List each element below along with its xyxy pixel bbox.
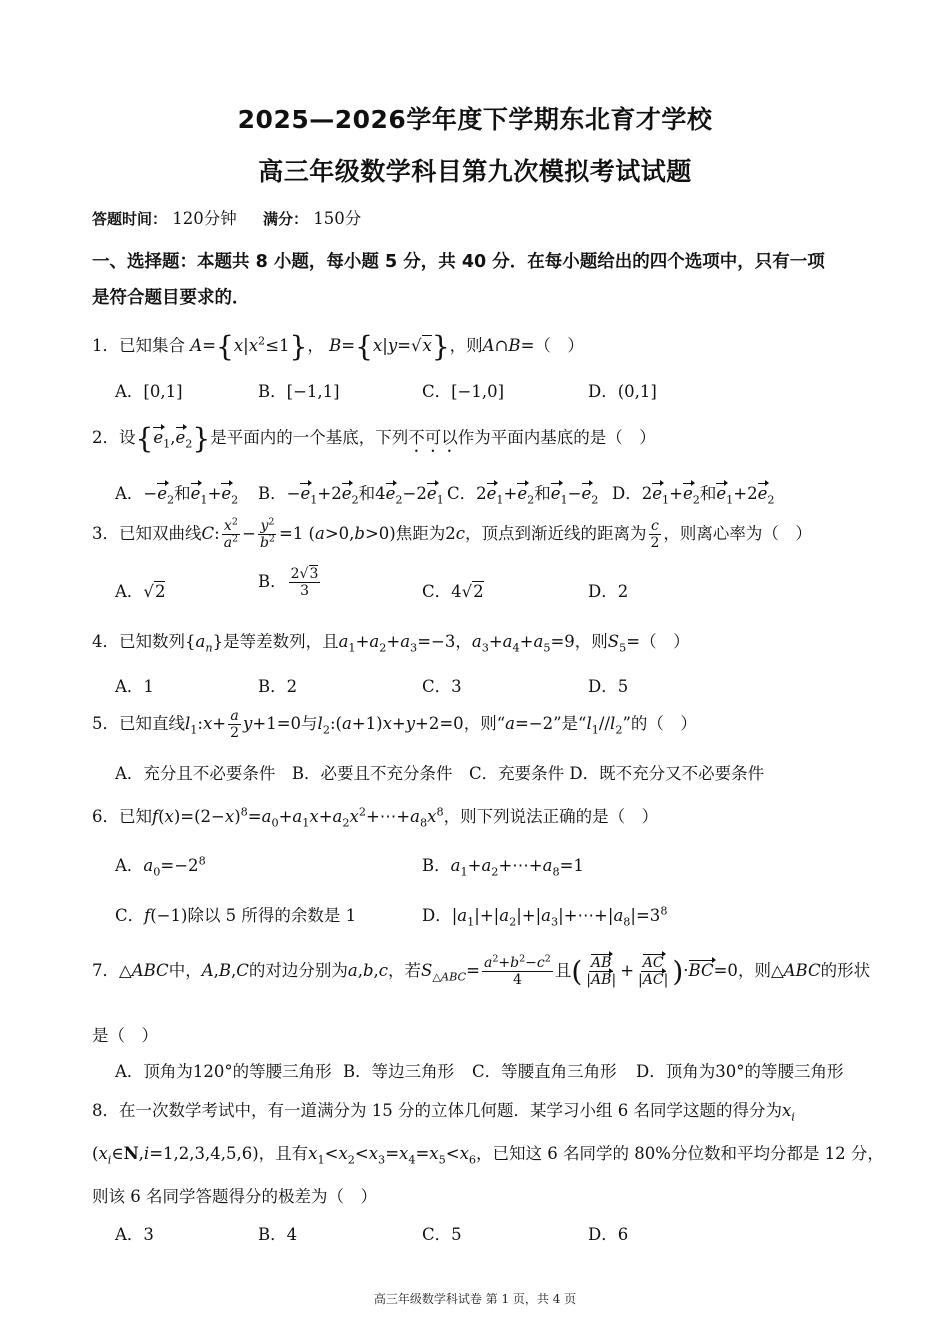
q1-option-d: D．(0,1] bbox=[588, 382, 657, 401]
q6-option-c: C．f(−1)除以 5 所得的余数是 1 bbox=[115, 906, 357, 925]
question-text: 作为平面内基底的是（ ） bbox=[457, 428, 656, 447]
option-text: 和 bbox=[699, 484, 717, 503]
exam-meta bbox=[92, 205, 361, 229]
question-number: 3． bbox=[92, 524, 119, 544]
q6-option-b: B．$a_1+a_2+\cdots+a_8=1$ bbox=[422, 856, 584, 879]
section-instruction-line1: 一、选择题：本题共 8 小题，每小题 5 分，共 40 分．在每小题给出的四个选项中，只有一项 bbox=[92, 252, 825, 272]
page-footer: 高三年级数学科试卷 第 1 页，共 4 页 bbox=[373, 1292, 577, 1306]
question-text: ，且有 bbox=[258, 1144, 309, 1163]
question-text: ，则 bbox=[574, 632, 608, 651]
q8-option-a: A．3 bbox=[115, 1225, 154, 1244]
question-text: ，则下列说法正确的是（ ） bbox=[443, 807, 659, 826]
question-1: 1．已知集合 $A=\{x|x^2\le 1\}$， B={x|y=√x}，则A∩B=（ ） bbox=[92, 330, 584, 363]
question-2: 2．设$\{e_1,e_2\}$是平面内的一个基底，下列不可以作为平面内基底的是（ ） bbox=[92, 422, 656, 455]
time-value: 120分钟 bbox=[172, 209, 237, 228]
q6-option-d: D．$|a_1|+|a_2|+|a_3|+\cdots+|a_8|=3^8$ bbox=[422, 904, 668, 929]
q1-option-b: B．[−1,1] bbox=[258, 382, 340, 401]
q8-option-c: C．5 bbox=[422, 1225, 462, 1244]
question-6: 6．已知$f(x)=(2-x)^8=a_0+a_1x+a_2x^2+\cdots+a_8x^8$，则下列说法正确的是（ ） bbox=[92, 805, 659, 830]
section-instruction-line2: 是符合题目要求的． bbox=[92, 288, 250, 308]
question-text: ，则 bbox=[737, 961, 771, 981]
question-text: ，已知这 6 名同学的 80%分位数和平均分都是 12 分， bbox=[476, 1144, 884, 1163]
exam-title-line1: 2025—2026学年度下学期东北育才学校 bbox=[237, 105, 713, 134]
question-number: 8． bbox=[92, 1101, 119, 1120]
q2-option-d: D．$2e_1+e_2$和$e_1+2e_2$ bbox=[612, 484, 775, 507]
option-label: C． bbox=[447, 484, 477, 503]
question-text: ”是“ bbox=[553, 714, 587, 734]
q7-option-d: D．顶角为30°的等腰三角形 bbox=[636, 1062, 844, 1081]
question-text: ，则离心率为（ ） bbox=[663, 524, 812, 544]
question-5: 5．已知直线$l_1:x+$ $\frac{a}{2}$ y+1=0与$l_2:(a+1)x+y+2=0$，则“a=−2”是“$l_1//l_2$”的（ ） bbox=[92, 708, 697, 742]
q7-option-a: A．顶角为120°的等腰三角形 bbox=[115, 1062, 332, 1081]
q3-option-d: D．2 bbox=[588, 582, 629, 601]
question-text: ， bbox=[307, 336, 324, 355]
option-label: D． bbox=[422, 906, 452, 925]
question-text: ，若 bbox=[388, 961, 422, 981]
question-4: 4．已知数列$\{a_n\}$是等差数列，且$a_1+a_2+a_3=-3$，$a_3+a_4+a_5=9$，则$S_5=$（ ） bbox=[92, 632, 690, 655]
option-text: A．顶角为 bbox=[115, 1062, 193, 1081]
question-text: ，顶点到渐近线的距离为 bbox=[465, 524, 647, 544]
option-label: A． bbox=[115, 856, 144, 875]
question-text: ，则“ bbox=[463, 714, 506, 734]
q1-option-c: C．[−1,0] bbox=[422, 382, 505, 401]
option-text: 的等腰三角形 bbox=[744, 1062, 844, 1081]
option-label: D． bbox=[612, 484, 642, 503]
score-value: 150分 bbox=[313, 209, 362, 228]
question-number: 5． bbox=[92, 714, 119, 734]
question-text: （ ） bbox=[640, 632, 690, 651]
question-number: 6． bbox=[92, 807, 119, 826]
q4-option-d: D．5 bbox=[588, 677, 629, 696]
question-text: 在一次数学考试中，有一道满分为 15 分的立体几何题．某学习小组 6 名同学这题的得分为 bbox=[119, 1101, 782, 1120]
q3-option-a: A．√2 bbox=[115, 582, 166, 601]
score-label: 满分： bbox=[263, 210, 309, 228]
option-text: 和 bbox=[174, 484, 191, 503]
question-text: 已知双曲线 bbox=[119, 524, 202, 544]
time-label: 答题时间： bbox=[92, 210, 168, 228]
option-text: 除以 5 所得的余数是 1 bbox=[187, 906, 357, 925]
q6-option-a: A．$a_0=-2^8$ bbox=[115, 854, 206, 879]
question-text: 中， bbox=[168, 961, 202, 981]
q8-option-b: B．4 bbox=[258, 1225, 298, 1244]
q3-option-c: C．4√2 bbox=[422, 582, 484, 601]
question-text: （ ） bbox=[534, 336, 584, 355]
q1-option-a: A．[0,1] bbox=[115, 382, 183, 401]
question-number: 1． bbox=[92, 336, 119, 355]
q5-options: A．充分且不必要条件 B．必要且不充分条件 C．充要条件 D．既不充分又不必要条件 bbox=[115, 764, 765, 783]
exam-title-line2: 高三年级数学科目第九次模拟考试试题 bbox=[258, 157, 692, 186]
option-text: D．顶角为 bbox=[636, 1062, 716, 1081]
option-label: A． bbox=[115, 484, 144, 503]
q8-option-d: D．6 bbox=[588, 1225, 629, 1244]
option-text: 和 bbox=[534, 484, 551, 503]
question-7: 7．△ABC中，A,B,C的对边分别为a,b,c，若$S_{\triangle ABC}=$ $\frac{a^2+b^2-c^2}{4}$ 且( $\frac{AB}{|AB|}$ + $\frac{AC}{|AC|}$ )·BC=0，则△ABC的形状 bbox=[92, 953, 871, 989]
q7-option-b: B．等边三角形 bbox=[343, 1062, 455, 1081]
option-label: B． bbox=[258, 484, 287, 503]
option-text: 的等腰三角形 bbox=[232, 1062, 332, 1081]
emphasized-text: 不可以 bbox=[408, 428, 458, 447]
option-text: 和 bbox=[358, 484, 376, 503]
question-text: 是等差数列，且 bbox=[223, 632, 339, 651]
question-text: ， bbox=[455, 632, 472, 651]
q4-option-a: A．1 bbox=[115, 677, 154, 696]
option-label: B． bbox=[258, 572, 287, 592]
question-text: 已知数列 bbox=[119, 632, 185, 651]
question-text: 与 bbox=[301, 714, 318, 734]
question-text: 且 bbox=[554, 961, 572, 981]
q7-option-c: C．等腰直角三角形 bbox=[472, 1062, 617, 1081]
question-8-line3: 则该 6 名同学答题得分的极差为（ ） bbox=[92, 1187, 377, 1206]
question-number: 2． bbox=[92, 428, 119, 447]
option-label: B． bbox=[422, 856, 451, 875]
q2-option-b: B．$-e_1+2e_2$和$4e_2-2e_1$ bbox=[258, 484, 444, 507]
question-text: 已知集合 bbox=[119, 336, 185, 355]
option-label: A． bbox=[115, 582, 144, 601]
q2-option-c: C．$2e_1+e_2$和$e_1-e_2$ bbox=[447, 484, 599, 507]
option-label: C． bbox=[422, 582, 452, 601]
question-7-line2: 是（ ） bbox=[92, 1026, 158, 1045]
option-label: C． bbox=[115, 906, 145, 925]
question-text: ，则 bbox=[449, 336, 483, 355]
q4-option-b: B．2 bbox=[258, 677, 298, 696]
question-8-line2: $(x_i\in N,i=1,2,3,4,5,6)$，且有$x_1<x_2<x_3=x_4=x_5<x_6$，已知这 6 名同学的 80%分位数和平均分都是 12 分， bbox=[92, 1144, 884, 1167]
q4-option-c: C．3 bbox=[422, 677, 462, 696]
question-number: 4． bbox=[92, 632, 119, 651]
question-text: 已知 bbox=[119, 807, 152, 826]
question-text: 的对边分别为 bbox=[248, 961, 348, 981]
q2-option-a: A．$-e_2$和$e_1+e_2$ bbox=[115, 484, 239, 507]
question-text: 设 bbox=[119, 428, 136, 447]
question-number: 7． bbox=[92, 961, 119, 981]
q3-option-b: B． $\frac{2√3}{3}$ bbox=[258, 566, 319, 600]
question-text: 焦距为 bbox=[395, 524, 446, 544]
question-text: ”的（ ） bbox=[622, 714, 697, 734]
question-text: 的形状 bbox=[820, 961, 871, 981]
question-text: 是平面内的一个基底，下列 bbox=[210, 428, 409, 447]
question-text: 已知直线 bbox=[119, 714, 185, 734]
question-3: 3．已知双曲线C: $\frac{x^2}{a^2}$ − $\frac{y^2}{b^2}$ =1 (a>0,b>0)焦距为2c，顶点到渐近线的距离为 $\frac{c}{2}$ ，则离心率为（ ） bbox=[92, 516, 812, 552]
question-8: 8．在一次数学考试中，有一道满分为 15 分的立体几何题．某学习小组 6 名同学这题的得分为$x_i$ bbox=[92, 1101, 795, 1124]
